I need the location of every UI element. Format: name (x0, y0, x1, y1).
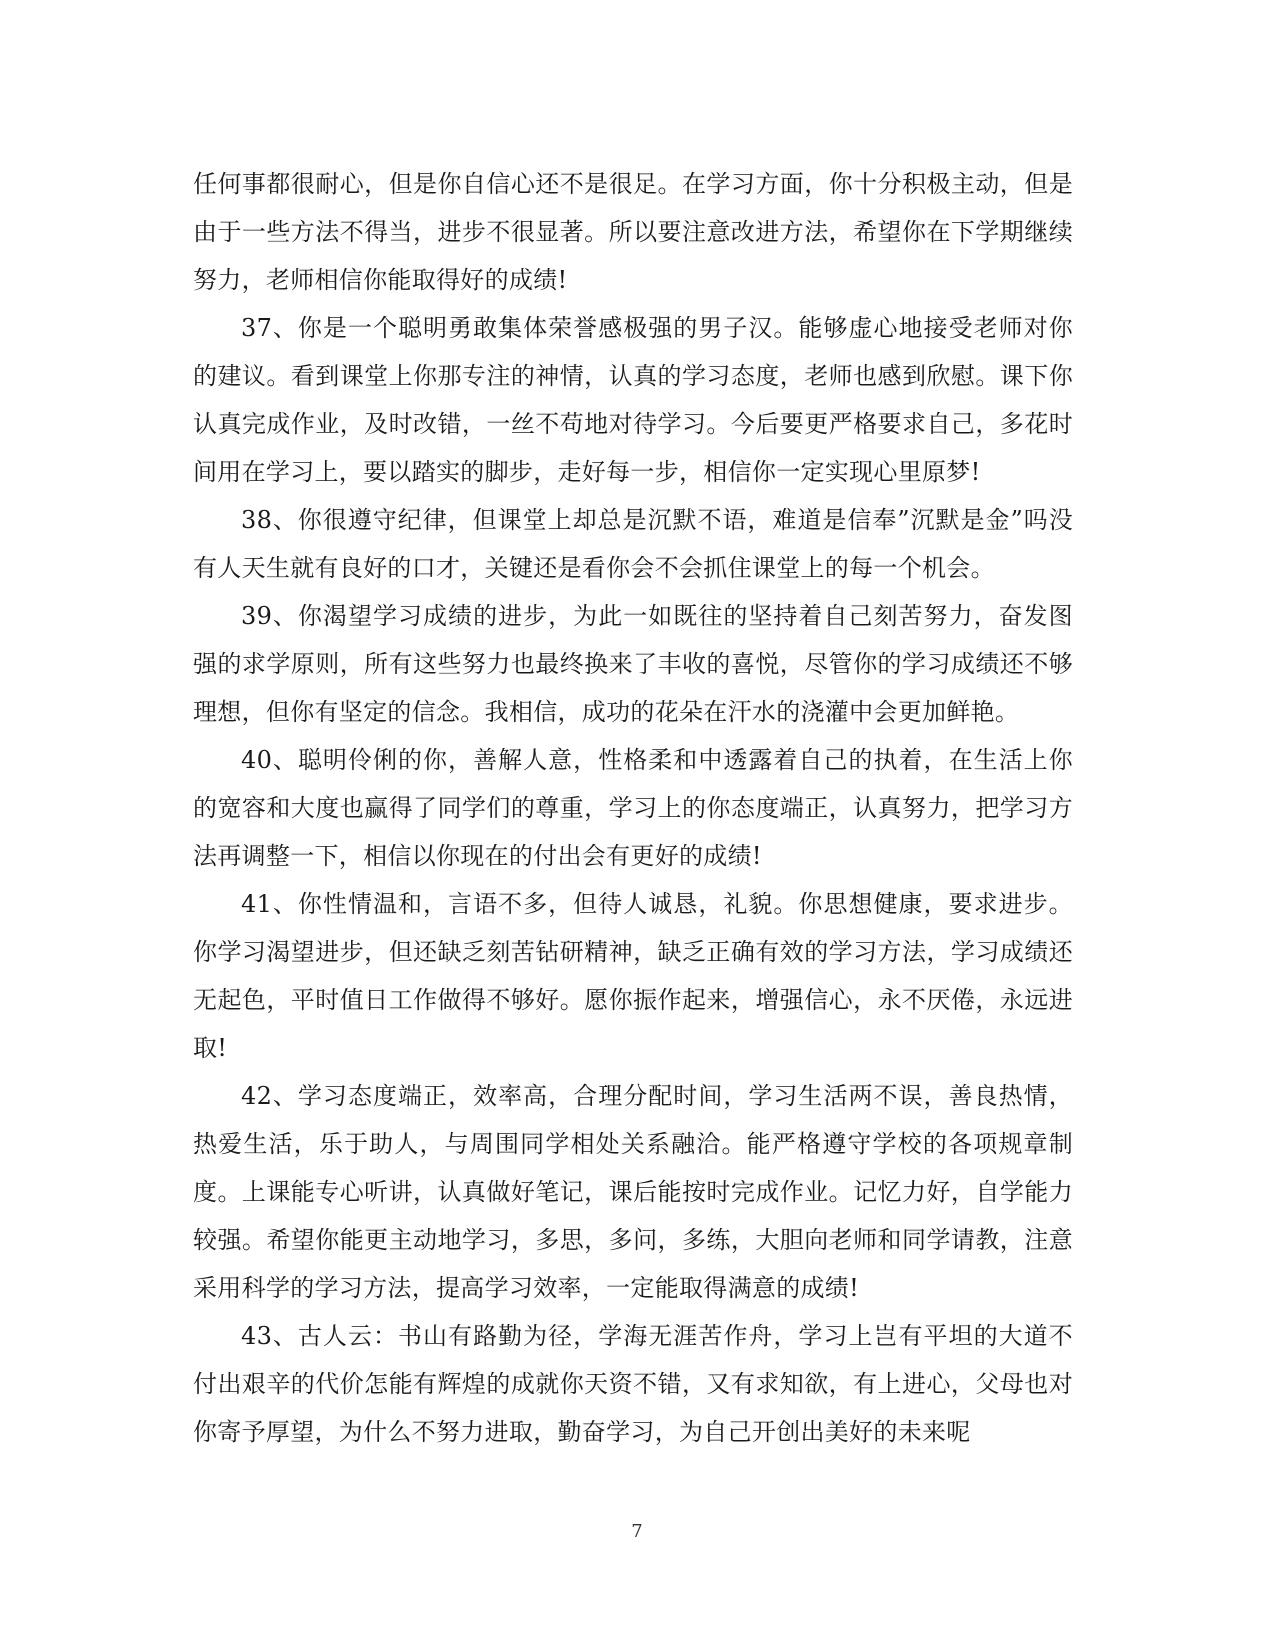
paragraph-41: 41、你性情温和，言语不多，但待人诚恳，礼貌。你思想健康，要求进步。你学习渴望进步，但还缺乏刻苦钻研精神，缺乏正确有效的学习方法，学习成绩还无起色，平时值日工作做得不够好。愿你振作起来，增强信心，永不厌倦，永远进取! (193, 890, 1073, 1062)
paragraph-42: 42、学习态度端正，效率高，合理分配时间，学习生活两不误，善良热情，热爱生活，乐于助人，与周围同学相处关系融洽。能严格遵守学校的各项规章制度。上课能专心听讲，认真做好笔记，课后能按时完成作业。记忆力好，自学能力较强。希望你能更主动地学习，多思，多问，多练，大胆向老师和同学请教，注意采用科学的学习方法，提高学习效率，一定能取得满意的成绩! (193, 1082, 1073, 1302)
paragraph-37: 37、你是一个聪明勇敢集体荣誉感极强的男子汉。能够虚心地接受老师对你的建议。看到课堂上你那专注的神情，认真的学习态度，老师也感到欣慰。课下你认真完成作业，及时改错，一丝不苟地对待学习。今后要更严格要求自己，多花时间用在学习上，要以踏实的脚步，走好每一步，相信你一定实现心里原梦! (193, 314, 1073, 486)
paragraph-continuation: 任何事都很耐心，但是你自信心还不是很足。在学习方面，你十分积极主动，但是由于一些方法不得当，进步不很显著。所以要注意改进方法，希望你在下学期继续努力，老师相信你能取得好的成绩! (193, 170, 1073, 294)
paragraph-43: 43、古人云：书山有路勤为径，学海无涯苦作舟，学习上岂有平坦的大道不付出艰辛的代价怎能有辉煌的成就你天资不错，又有求知欲，有上进心，父母也对你寄予厚望，为什么不努力进取，勤奋学习，为自己开创出美好的未来呢 (193, 1322, 1073, 1446)
paragraph-39: 39、你渴望学习成绩的进步，为此一如既往的坚持着自己刻苦努力，奋发图强的求学原则，所有这些努力也最终换来了丰收的喜悦，尽管你的学习成绩还不够理想，但你有坚定的信念。我相信，成功的花朵在汗水的浇灌中会更加鲜艳。 (193, 602, 1073, 726)
paragraph-38: 38、你很遵守纪律，但课堂上却总是沉默不语，难道是信奉”沉默是金”吗没有人天生就有良好的口才，关键还是看你会不会抓住课堂上的每一个机会。 (193, 506, 1073, 582)
page-number: 7 (631, 1521, 643, 1542)
paragraph-40: 40、聪明伶俐的你，善解人意，性格柔和中透露着自己的执着，在生活上你的宽容和大度也赢得了同学们的尊重，学习上的你态度端正，认真努力，把学习方法再调整一下，相信以你现在的付出会有更好的成绩! (193, 746, 1073, 870)
body-text (193, 160, 1073, 1456)
